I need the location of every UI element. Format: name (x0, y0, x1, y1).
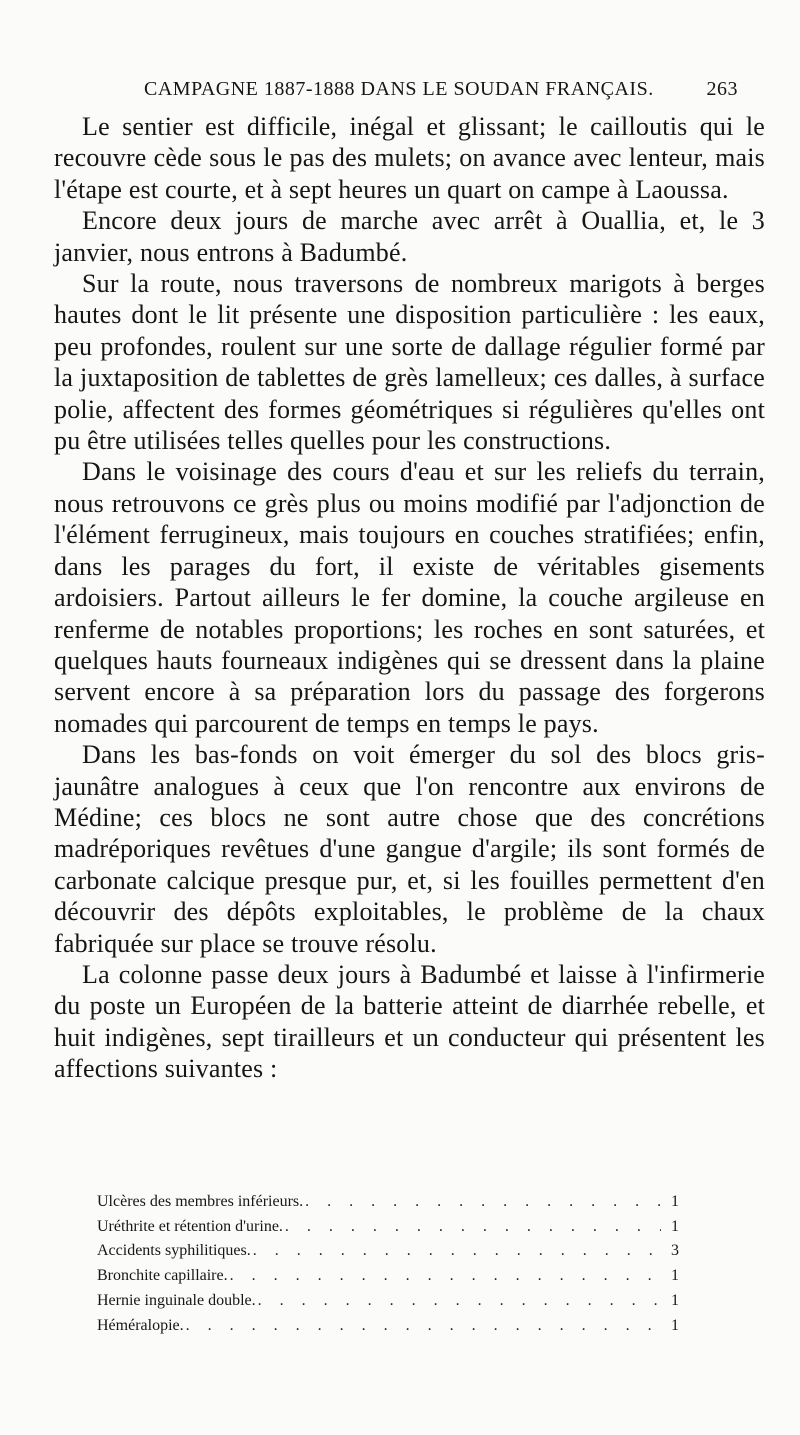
running-title: CAMPAGNE 1887-1888 DANS LE SOUDAN FRANÇAIS. (144, 78, 654, 100)
paragraph: Dans le voisinage des cours d'eau et sur les reliefs du terrain, nous retrouvons ce grès plus ou moins modifié par l'adjonction de l'élément ferrugineux, mais toujours en couches stratifiées; enfin, dans les parages du fort, il existe de véritables gisements ardoisiers. Partout ailleurs le fer domine, la couche argileuse en renferme de notables proportions; les roches en sont saturées, et quelques hauts fourneaux indigènes qui se dressent dans la plaine servent encore à sa préparation lors du passage des forgerons nomades qui parcourent de temps en temps le pays. (54, 457, 765, 738)
dot-leader (253, 1239, 661, 1264)
paragraph: Encore deux jours de marche avec arrêt à Ouallia, et, le 3 janvier, nous entrons à Badumbé. (54, 206, 765, 267)
affection-count: 1 (671, 1267, 679, 1285)
page-header (52, 78, 748, 110)
affection-label: Accidents syphilitiques. (97, 1242, 251, 1260)
dot-leader (305, 1190, 661, 1215)
dot-leader (285, 1215, 661, 1240)
affection-count: 1 (671, 1316, 679, 1334)
affection-label: Uréthrite et rétention d'urine. (97, 1217, 283, 1235)
paragraph: Sur la route, nous traversons de nombreux marigots à berges hautes dont le lit présente une disposition particulière : les eaux, peu profondes, roulent sur une sorte de dallage régulier formé par la juxtaposition de tablettes de grès lamelleux; ces dalles, à surface polie, affectent des formes géométriques si régulières qu'elles ont pu être utilisées telles quelles pour les constructions. (54, 269, 765, 456)
dot-leader (186, 1314, 661, 1339)
paragraph: La colonne passe deux jours à Badumbé et laisse à l'infirmerie du poste un Européen de la batterie atteint de diarrhée rebelle, et huit indigènes, sept tirailleurs et un conducteur qui présentent les affections suivantes : (54, 959, 765, 1084)
affection-label: Ulcères des membres inférieurs. (97, 1193, 304, 1210)
paragraph: Le sentier est difficile, inégal et glissant; le cailloutis qui le recouvre cède sous le pas des mulets; on avance avec lenteur, mais l'étape est courte, et à sept heures un quart on campe à Laoussa. (54, 112, 765, 204)
list-item (97, 1314, 679, 1339)
affection-count: 3 (671, 1242, 679, 1260)
affections-list (97, 1190, 679, 1338)
list-item (97, 1215, 679, 1240)
affection-count: 1 (671, 1217, 679, 1235)
page-number: 263 (706, 78, 738, 100)
dot-leader (230, 1264, 661, 1289)
paragraph: Dans les bas-fonds on voit émerger du sol des blocs gris-jaunâtre analogues à ceux que l'on rencontre aux environs de Médine; ces blocs ne sont autre chose que des concrétions madréporiques revêtues d'une gangue d'argile; ils sont formés de carbonate calcique presque pur, et, si les fouilles permettent d'en découvrir des dépôts exploitables, le problème de la chaux fabriquée sur place se trouve résolu. (54, 740, 765, 958)
dot-leader (258, 1289, 661, 1314)
affection-label: Hernie inguinale double. (97, 1291, 256, 1309)
list-item (97, 1239, 679, 1264)
list-item (97, 1190, 679, 1215)
list-item (97, 1289, 679, 1314)
affection-count: 1 (671, 1291, 679, 1309)
list-item (97, 1264, 679, 1289)
affection-label: Bronchite capillaire. (97, 1267, 228, 1285)
body-text (54, 111, 765, 1085)
affection-count: 1 (671, 1193, 679, 1210)
affection-label: Héméralopie. (97, 1316, 184, 1334)
